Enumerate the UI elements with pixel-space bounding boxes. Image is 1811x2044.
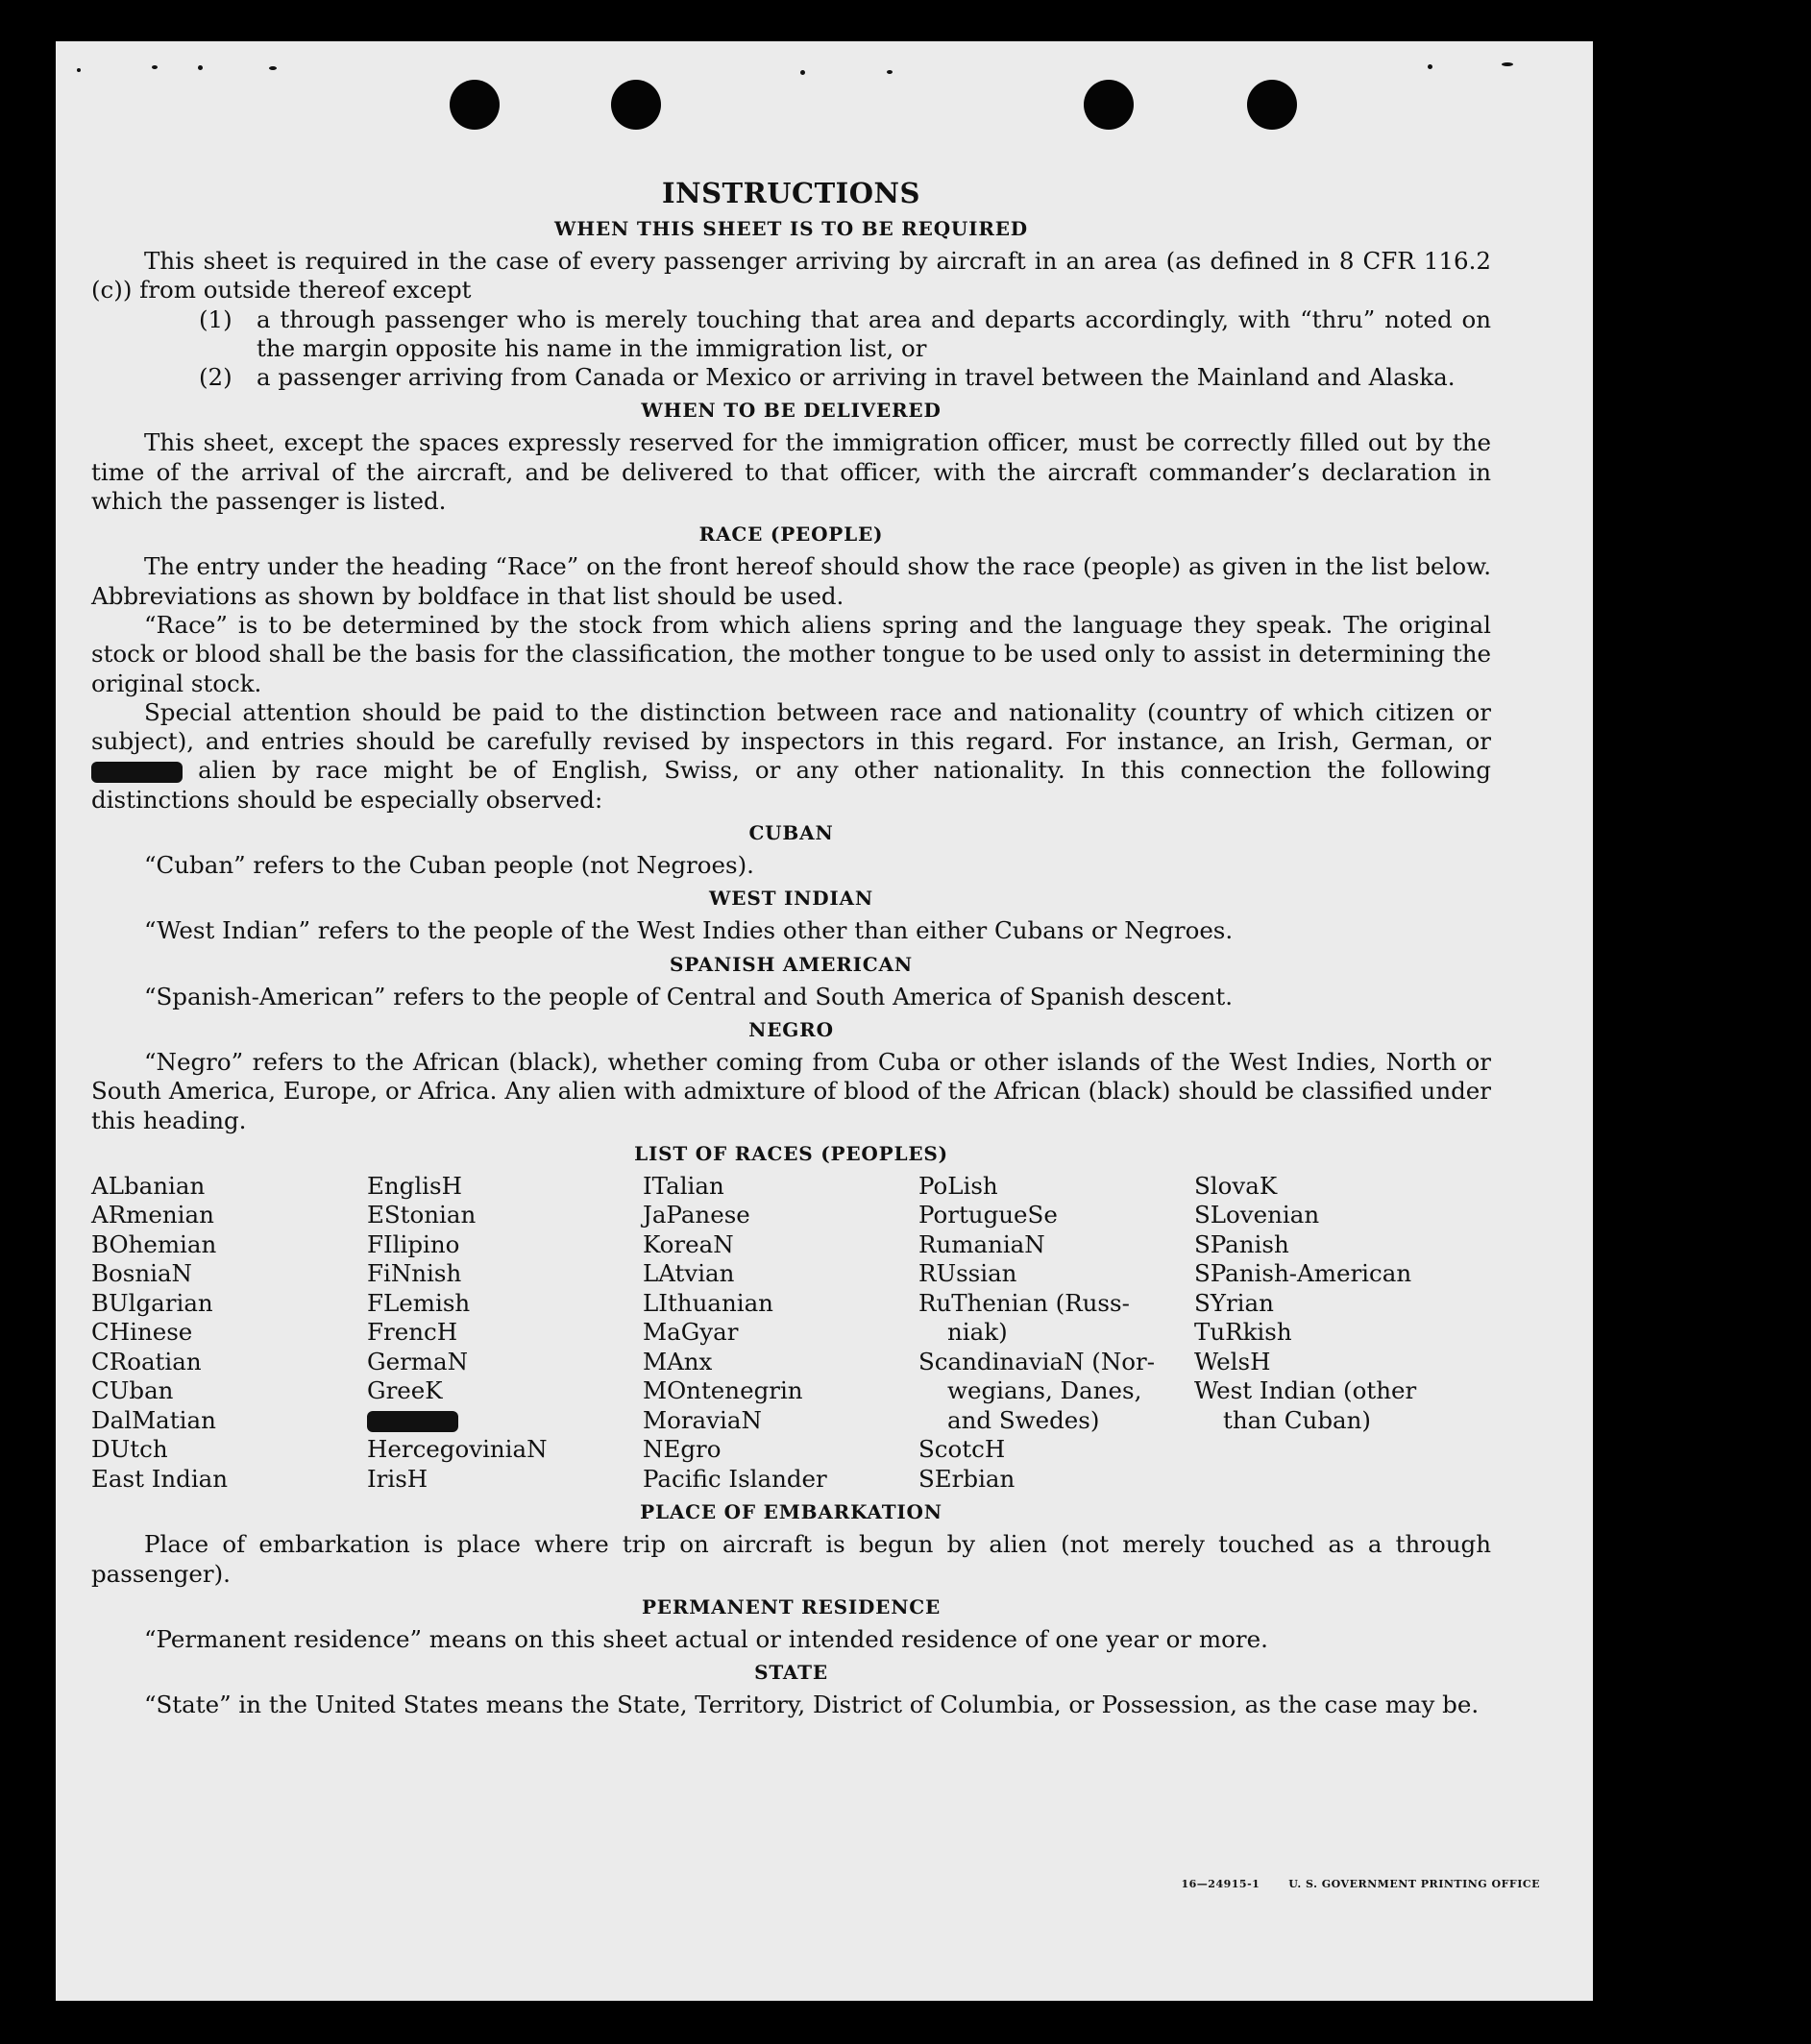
scan-speck	[1502, 62, 1513, 66]
race-item: HercegoviniaN	[367, 1435, 548, 1464]
race-item: ITalian	[643, 1171, 724, 1200]
race-column	[367, 1172, 643, 1495]
race-item: CHinese	[91, 1318, 193, 1347]
punch-hole	[450, 80, 500, 130]
punch-hole	[611, 80, 661, 130]
scan-speck	[887, 70, 893, 74]
section-heading: LIST OF RACES (PEOPLES)	[634, 1141, 948, 1165]
paragraph: “Race” is to be determined by the stock from which aliens spring and the language they speak. The original stock or blood shall be the basis for the classification, the mother tongue to be used only to assist in determining the original stock.	[91, 610, 1491, 697]
race-item: NEgro	[643, 1435, 722, 1464]
race-item: CRoatian	[91, 1347, 202, 1375]
paragraph: Place of embarkation is place where trip on aircraft is begun by alien (not merely touched as a through passenger).	[91, 1530, 1491, 1588]
race-item: DalMatian	[91, 1405, 216, 1434]
punch-hole	[1084, 80, 1134, 130]
form-code: 16—24915-1	[1181, 1878, 1260, 1890]
race-item: Pacific Islander	[643, 1464, 827, 1493]
race-item: FIlipino	[367, 1229, 460, 1258]
race-item: BosniaN	[91, 1259, 192, 1288]
item-number: (1)	[199, 304, 232, 333]
section-heading: WEST INDIAN	[709, 887, 873, 911]
race-item-continued: wegians, Danes,	[947, 1376, 1142, 1405]
race-item: ScandinaviaN (Nor-	[918, 1347, 1156, 1375]
race-item: RUssian	[918, 1259, 1017, 1288]
scan-speck	[77, 68, 81, 72]
paragraph-text: alien by race might be of English, Swiss, or any other nationality. In this connection the following distinctions should be especially observed:	[91, 756, 1491, 814]
race-item-continued: than Cuban)	[1223, 1405, 1371, 1434]
section-heading: PERMANENT RESIDENCE	[641, 1594, 942, 1618]
race-item: BOhemian	[91, 1229, 217, 1258]
race-item: GermaN	[367, 1347, 469, 1375]
race-item: PoLish	[918, 1171, 998, 1200]
printer-imprint	[1182, 1878, 1541, 1890]
race-item: ScotcH	[918, 1435, 1006, 1464]
race-item-redacted	[367, 1406, 643, 1436]
race-item: ARmenian	[91, 1201, 214, 1229]
race-column	[643, 1172, 918, 1495]
race-column	[918, 1172, 1194, 1495]
section-heading: WHEN TO BE DELIVERED	[641, 399, 942, 423]
page-title: INSTRUCTIONS	[662, 177, 920, 209]
paragraph: “West Indian” refers to the people of the West Indies other than either Cubans or Negroes.	[144, 916, 1234, 945]
paragraph	[91, 698, 1491, 815]
race-item: FrencH	[367, 1318, 458, 1347]
race-item: PortugueSe	[918, 1201, 1058, 1229]
paragraph-text: Special attention should be paid to the distinction between race and nationality (country of which citizen or subject), and entries should be carefully revised by inspectors in this regard. For instance, an Irish, German, or	[91, 697, 1491, 756]
race-item: LIthuanian	[643, 1288, 773, 1317]
race-item-continued: and Swedes)	[947, 1405, 1100, 1434]
item-number: (2)	[199, 363, 232, 392]
race-item: SLovenian	[1194, 1201, 1320, 1229]
section-heading: WHEN THIS SHEET IS TO BE REQUIRED	[554, 217, 1028, 240]
race-column	[1194, 1172, 1470, 1495]
section-heading: NEGRO	[748, 1017, 834, 1041]
race-item: GreeK	[367, 1376, 443, 1405]
race-item: KoreaN	[643, 1229, 734, 1258]
race-item: EnglisH	[367, 1171, 462, 1200]
race-item: DUtch	[91, 1435, 168, 1464]
race-item: MAnx	[643, 1347, 713, 1375]
race-item: SErbian	[918, 1464, 1016, 1493]
race-item: TuRkish	[1194, 1318, 1292, 1347]
race-item: SPanish	[1194, 1229, 1289, 1258]
document-page	[56, 41, 1593, 2001]
paragraph: The entry under the heading “Race” on the front hereof should show the race (people) as given in the list below. Abbreviations as shown by boldface in that list should be used.	[91, 552, 1491, 610]
item-text: a through passenger who is merely touching that area and departs accordingly, with “thru” noted on the margin opposite his name in the immigration list, or	[257, 304, 1491, 362]
paragraph: “State” in the United States means the State, Territory, District of Columbia, or Possession, as the case may be.	[144, 1691, 1480, 1719]
race-item: RuThenian (Russ-	[918, 1288, 1130, 1317]
race-item: LAtvian	[643, 1259, 735, 1288]
list-item	[199, 363, 1491, 392]
race-item: MOntenegrin	[643, 1376, 803, 1405]
redaction-mark	[91, 762, 183, 783]
race-item: CUban	[91, 1376, 174, 1405]
scan-speck	[1428, 64, 1432, 69]
race-item: RumaniaN	[918, 1229, 1045, 1258]
paragraph: This sheet, except the spaces expressly reserved for the immigration officer, must be correctly filled out by the time of the arrival of the aircraft, and be delivered to that officer, with the aircraft commander’s declaration in which the passenger is listed.	[91, 428, 1491, 516]
scan-speck	[198, 65, 203, 70]
race-item: EStonian	[367, 1201, 477, 1229]
paragraph: “Spanish-American” refers to the people of Central and South America of Spanish descent.	[144, 982, 1234, 1010]
section-heading: STATE	[754, 1661, 828, 1685]
section-heading: RACE (PEOPLE)	[698, 523, 884, 547]
paragraph: “Negro” refers to the African (black), whether coming from Cuba or other islands of the West Indies, North or South America, Europe, or Africa. Any alien with admixture of blood of the African (black) should be classified under this heading.	[91, 1047, 1491, 1134]
race-item: SYrian	[1194, 1288, 1274, 1317]
race-item: FiNnish	[367, 1259, 462, 1288]
scan-speck	[269, 66, 277, 70]
race-item: IrisH	[367, 1464, 428, 1493]
paragraph: “Cuban” refers to the Cuban people (not Negroes).	[144, 851, 754, 880]
section-heading: SPANISH AMERICAN	[670, 952, 913, 976]
item-text: a passenger arriving from Canada or Mexico or arriving in travel between the Mainland and Alaska.	[257, 363, 1456, 392]
paragraph: “Permanent residence” means on this sheet actual or intended residence of one year or more.	[144, 1624, 1268, 1653]
race-item: West Indian (other	[1194, 1376, 1417, 1405]
race-item: East Indian	[91, 1464, 229, 1493]
race-item: WelsH	[1194, 1347, 1271, 1375]
scan-speck	[800, 70, 805, 75]
paragraph: This sheet is required in the case of every passenger arriving by aircraft in an area (as defined in 8 CFR 116.2 (c)) from outside thereof except	[91, 247, 1491, 304]
race-item-continued: niak)	[947, 1318, 1008, 1347]
race-item: SlovaK	[1194, 1171, 1278, 1200]
punch-hole	[1247, 80, 1297, 130]
race-item: FLemish	[367, 1288, 471, 1317]
race-item: JaPanese	[643, 1201, 750, 1229]
redaction-mark	[367, 1411, 458, 1432]
race-item: MaGyar	[643, 1318, 739, 1347]
race-item: ALbanian	[91, 1171, 206, 1200]
instructions-content	[91, 176, 1491, 1720]
race-column	[91, 1172, 367, 1495]
race-list	[91, 1172, 1491, 1495]
section-heading: CUBAN	[748, 821, 834, 845]
race-item: SPanish-American	[1194, 1259, 1412, 1288]
list-item	[199, 305, 1491, 364]
scan-speck	[152, 65, 158, 69]
section-heading: PLACE OF EMBARKATION	[640, 1500, 942, 1524]
race-item: BUlgarian	[91, 1288, 213, 1317]
printer-name: U. S. GOVERNMENT PRINTING OFFICE	[1288, 1878, 1540, 1890]
race-item: MoraviaN	[643, 1405, 762, 1434]
